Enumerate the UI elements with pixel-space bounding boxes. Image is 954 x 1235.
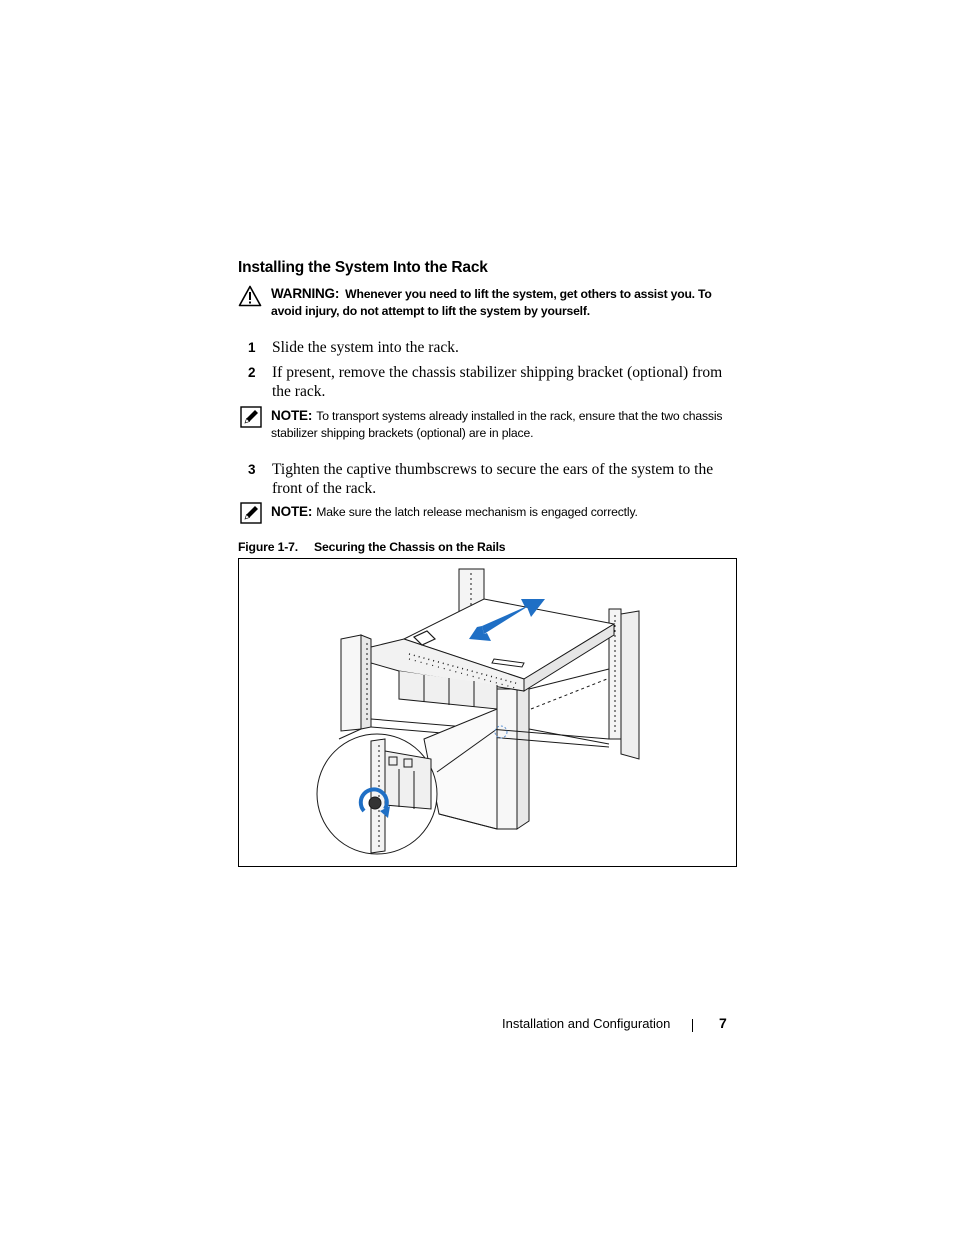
note-body-1: To transport systems already installed in the rack, ensure that the two chassis stabilizer shipping brackets (optional) are in place. [271,409,723,440]
note-body-2: Make sure the latch release mechanism is engaged correctly. [316,505,638,519]
step-text-1: Slide the system into the rack. [272,339,459,356]
rack-chassis-illustration [239,559,736,866]
figure-frame [238,558,737,867]
step-number-3: 3 [248,462,256,477]
step-text-2: If present, remove the chassis stabilizer shipping bracket (optional) from the rack. [272,364,723,400]
figure-caption [238,540,505,554]
figure-number: Figure 1-7. [238,540,298,554]
warning-message [271,285,741,320]
footer-divider [692,1019,693,1032]
step-number-2: 2 [248,365,256,380]
step-text-3: Tighten the captive thumbscrews to secure the ears of the system to the front of the rack. [272,461,714,497]
footer-section-name: Installation and Configuration [502,1016,671,1031]
warning-label: WARNING: [271,286,340,301]
note-label-1: NOTE: [271,408,313,423]
warning-body: Whenever you need to lift the system, get others to assist you. To avoid injury, do not attempt to lift the system by yourself. [271,287,712,318]
section-heading: Installing the System Into the Rack [238,259,488,276]
note-2 [271,503,731,521]
pencil-note-icon [240,502,262,524]
pencil-note-icon [240,406,262,428]
warning-triangle-icon [238,285,262,307]
figure-title: Securing the Chassis on the Rails [313,540,506,554]
note-label-2: NOTE: [271,504,313,519]
step-number-1: 1 [248,340,256,355]
page-number: 7 [719,1015,727,1031]
note-1 [271,407,731,442]
